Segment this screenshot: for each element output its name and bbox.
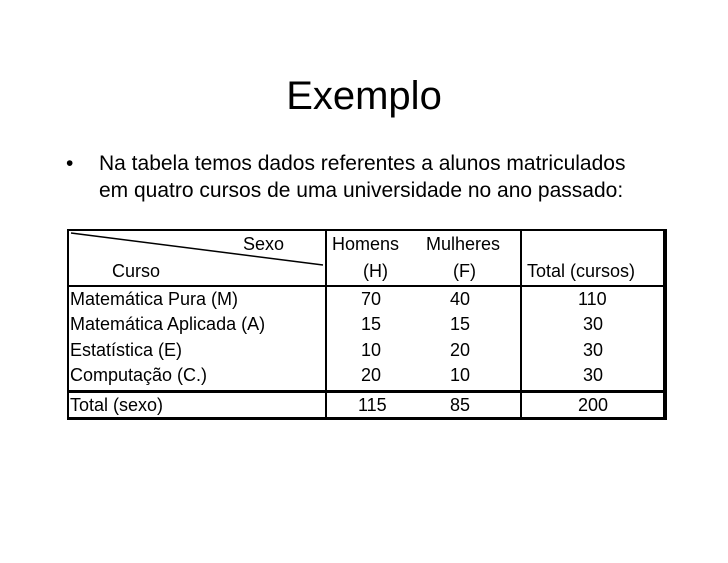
- row-3-total: 30: [583, 340, 604, 360]
- table-right-border: [663, 229, 667, 420]
- row-2-h: 15: [361, 314, 382, 334]
- row-2-total: 30: [583, 314, 604, 334]
- row-4-f: 10: [450, 365, 471, 385]
- header-total-cursos: Total (cursos): [527, 261, 636, 281]
- enrollment-table: [67, 229, 667, 419]
- header-mulheres: Mulheres: [426, 234, 501, 254]
- row-3-h: 10: [361, 340, 382, 360]
- header-curso: Curso: [112, 261, 161, 281]
- row-2-f: 15: [450, 314, 471, 334]
- slide-title: Exemplo: [286, 74, 442, 118]
- table-bottom-border: [67, 417, 667, 420]
- total-row-total: 200: [578, 395, 609, 415]
- row-2-curso: Matemática Aplicada (A): [70, 314, 266, 334]
- row-4-curso: Computação (C.): [70, 365, 208, 385]
- bullet-symbol: •: [66, 152, 74, 175]
- row-3-curso: Estatística (E): [70, 340, 183, 360]
- row-1-curso: Matemática Pura (M): [70, 289, 239, 309]
- total-row-f: 85: [450, 395, 471, 415]
- total-row-h: 115: [358, 395, 387, 415]
- row-4-total: 30: [583, 365, 604, 385]
- header-h: (H): [363, 261, 388, 281]
- total-row-label: Total (sexo): [70, 395, 164, 415]
- table-total-divider: [67, 390, 667, 393]
- bullet-text: [99, 150, 699, 204]
- header-homens: Homens: [332, 234, 400, 254]
- row-1-h: 70: [361, 289, 382, 309]
- row-1-f: 40: [450, 289, 471, 309]
- bullet-line-1: Na tabela temos dados referentes a alunos matriculados: [99, 152, 626, 175]
- row-1-total: 110: [578, 289, 607, 309]
- header-diagonal-line: [67, 229, 327, 287]
- header-f: (F): [453, 261, 476, 281]
- table-total-column-divider: [520, 229, 522, 420]
- bullet-line-2: em quatro cursos de uma universidade no ano passado:: [99, 179, 624, 202]
- row-3-f: 20: [450, 340, 471, 360]
- header-sexo: Sexo: [243, 234, 285, 254]
- row-4-h: 20: [361, 365, 382, 385]
